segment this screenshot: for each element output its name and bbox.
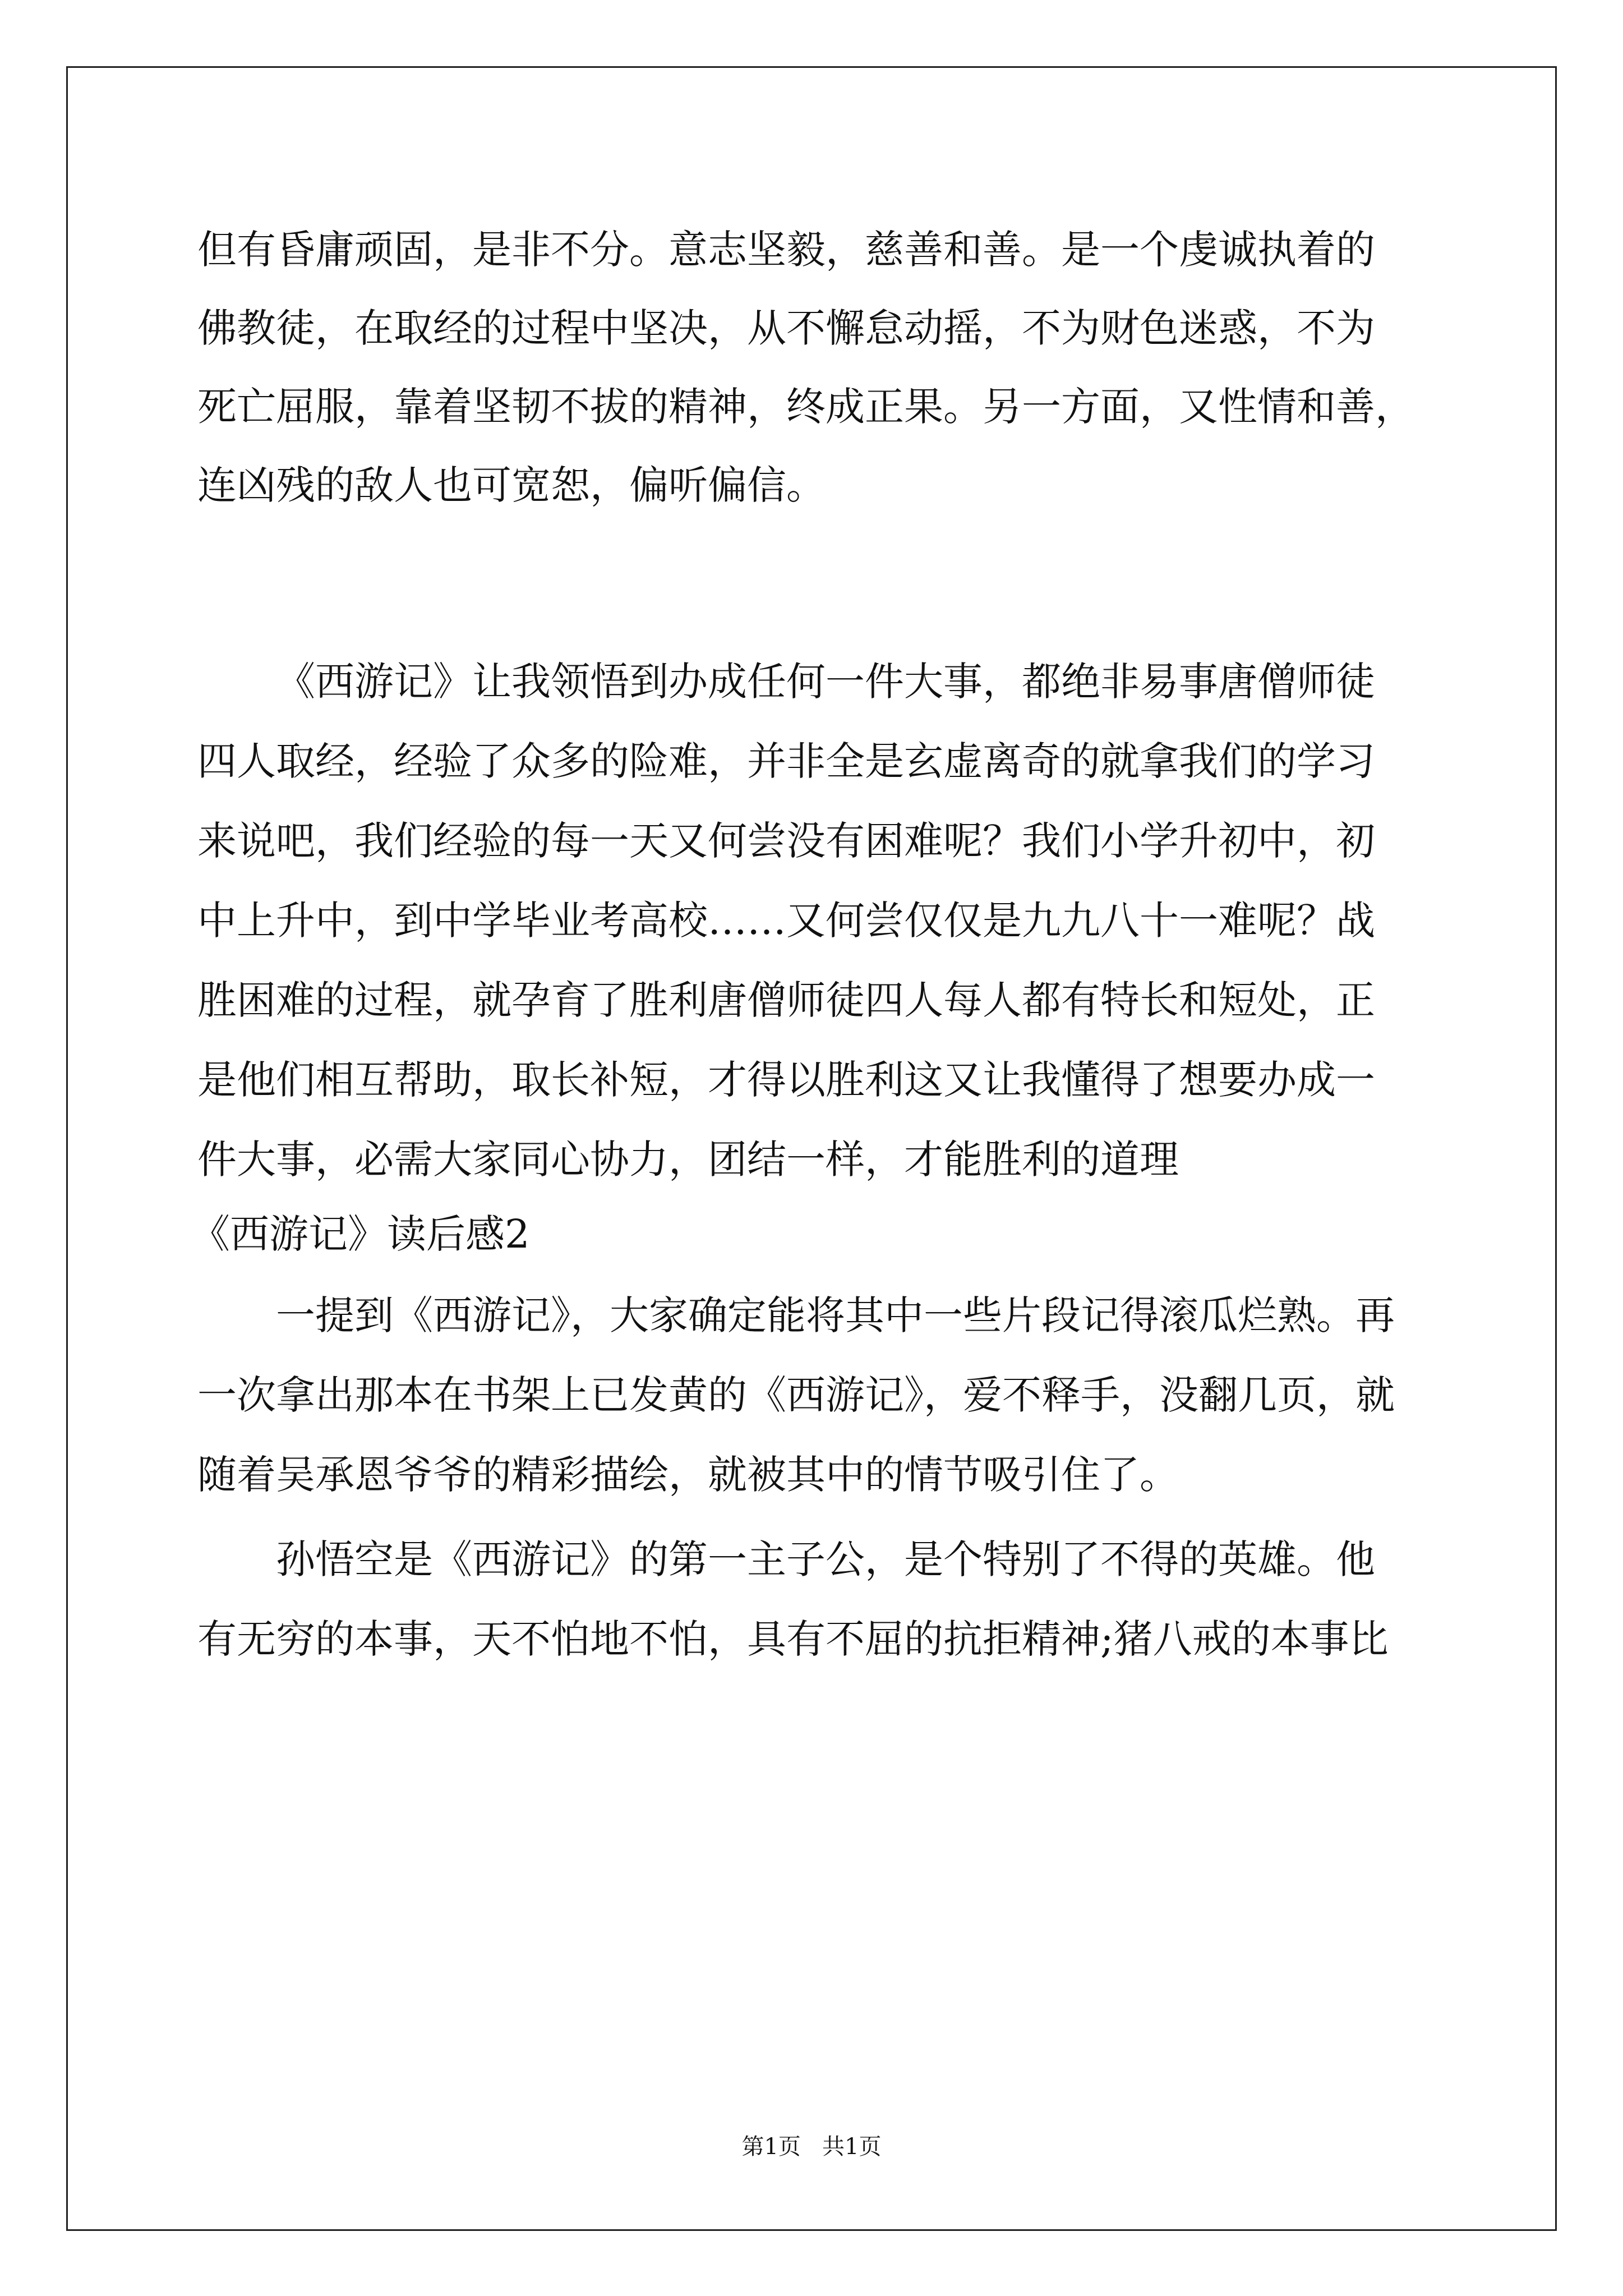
text-line: 随着吴承恩爷爷的精彩描绘，就被其中的情节吸引住了。 bbox=[197, 1452, 1179, 1498]
text-line: 一次拿出那本在书架上已发黄的《西游记》，爱不释手，没翻几页，就 bbox=[197, 1372, 1395, 1418]
paragraph-first-line: 一提到《西游记》，大家确定能将其中一些片段记得滚瓜烂熟。再 bbox=[276, 1292, 1395, 1338]
paragraph-first-line: 孙悟空是《西游记》的第一主子公，是个特别了不得的英雄。他 bbox=[276, 1536, 1375, 1582]
text-line: 但有昏庸顽固，是非不分。意志坚毅，慈善和善。是一个虔诚执着的 bbox=[197, 227, 1375, 273]
text-line: 来说吧，我们经验的每一天又何尝没有困难呢？我们小学升初中，初 bbox=[197, 818, 1375, 864]
text-line: 连凶残的敌人也可宽恕，偏听偏信。 bbox=[197, 462, 826, 508]
text-line: 四人取经，经验了众多的险难，并非全是玄虚离奇的就拿我们的学习 bbox=[197, 738, 1375, 784]
text-line: 胜困难的过程，就孕育了胜利唐僧师徒四人每人都有特长和短处，正 bbox=[197, 977, 1375, 1023]
text-line: 件大事，必需大家同心协力，团结一样，才能胜利的道理 bbox=[197, 1137, 1179, 1182]
text-line: 是他们相互帮助，取长补短，才得以胜利这又让我懂得了想要办成一 bbox=[197, 1057, 1375, 1103]
paragraph-first-line: 《西游记》让我领悟到办成任何一件大事，都绝非易事唐僧师徒 bbox=[276, 659, 1375, 705]
page-footer: 第1页 共1页 bbox=[741, 2134, 882, 2160]
text-line: 死亡屈服，靠着坚韧不拔的精神，终成正果。另一方面，又性情和善， bbox=[197, 384, 1414, 430]
text-line: 有无穷的本事，天不怕地不怕，具有不屈的抗拒精神;猪八戒的本事比 bbox=[197, 1616, 1389, 1662]
section-heading: 《西游记》读后感2 bbox=[191, 1211, 530, 1257]
text-line: 佛教徒，在取经的过程中坚决，从不懈怠动摇，不为财色迷惑，不为 bbox=[197, 305, 1375, 351]
text-line: 中上升中，到中学毕业考高校……又何尝仅仅是九九八十一难呢？战 bbox=[197, 898, 1375, 944]
